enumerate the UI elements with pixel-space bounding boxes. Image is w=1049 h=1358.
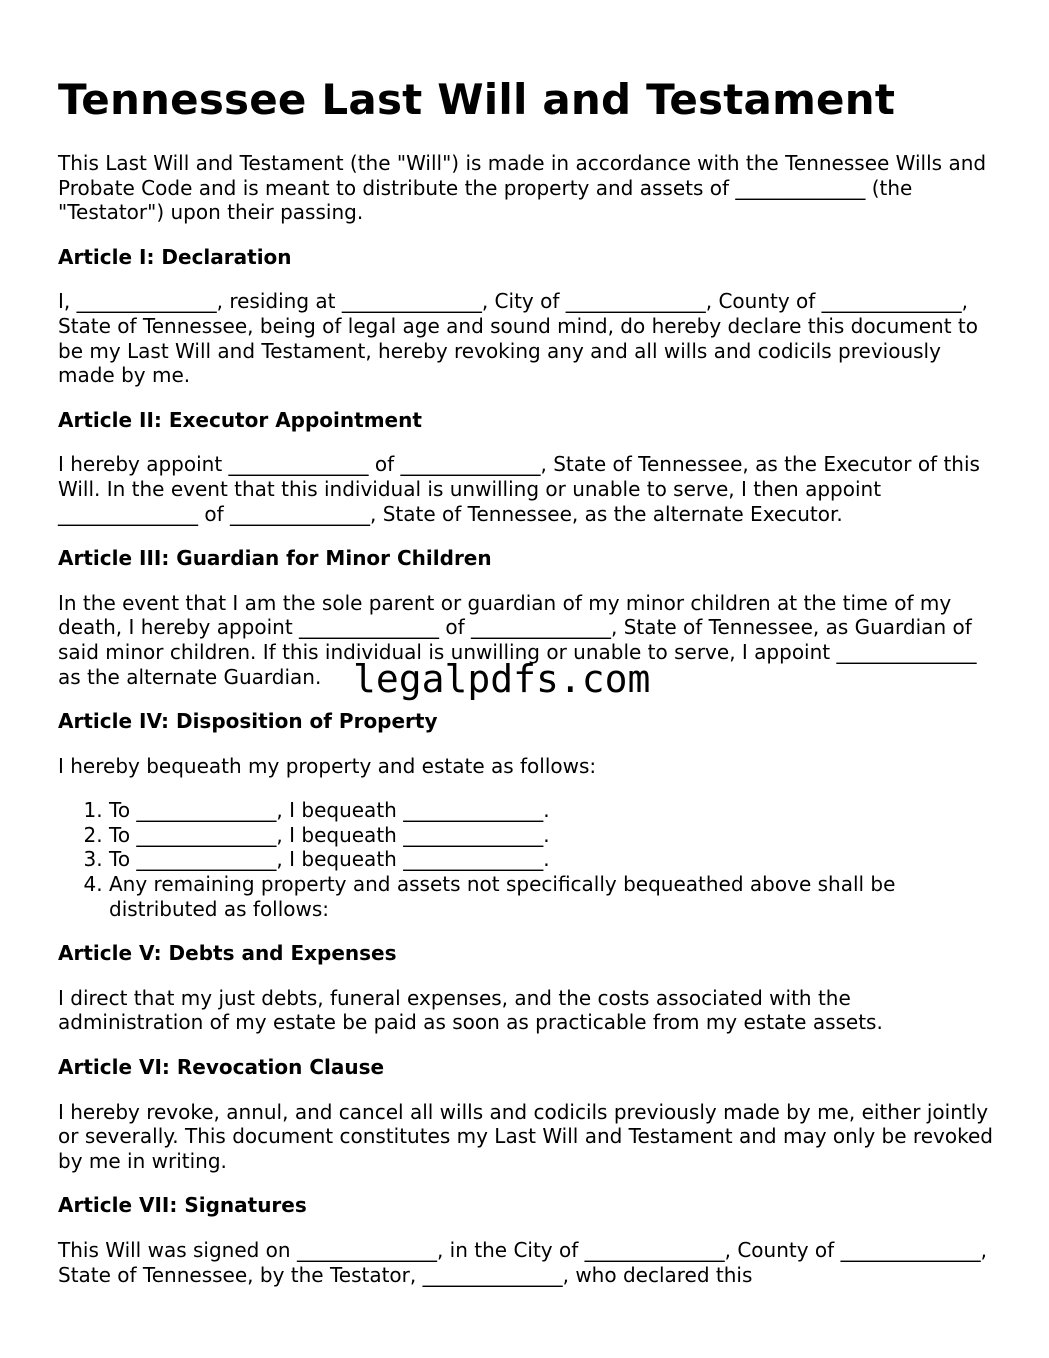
article-body: I, ______________, residing at ______________, City of ______________, County of ______________, State of Tennessee, being of legal age and sound mind, do hereby declare this document to be my Last Will and Testament, hereby revoking any and all wills and codicils previously made by me.	[58, 289, 978, 388]
article-body: I hereby bequeath my property and estate as follows:	[58, 753, 597, 778]
article-1	[58, 245, 998, 388]
article-heading: Article II: Executor Appointment	[58, 407, 422, 432]
article-body: I direct that my just debts, funeral expenses, and the costs associated with the administration of my estate be paid as soon as practicable from my estate assets.	[58, 985, 883, 1035]
article-body: This Will was signed on ______________, in the City of ______________, County of ______________, State of Tennessee, by the Testator, ______________, who declared this	[58, 1238, 987, 1287]
article-4	[58, 709, 998, 921]
article-heading: Article III: Guardian for Minor Children	[58, 546, 492, 571]
article-2	[58, 408, 998, 526]
article-heading: Article V: Debts and Expenses	[58, 941, 397, 966]
document-page	[58, 72, 998, 1287]
article-7	[58, 1193, 998, 1287]
watermark: legalpdfs.com	[353, 657, 651, 701]
article-6	[58, 1055, 998, 1173]
list-item: 3. To ______________, I bequeath ______________.	[109, 847, 998, 872]
list-item: 4. Any remaining property and assets not specifically bequeathed above shall be distributed as follows:	[109, 872, 998, 921]
article-3	[58, 546, 998, 689]
article-heading: Article I: Declaration	[58, 244, 292, 269]
list-item: 1. To ______________, I bequeath ______________.	[109, 798, 998, 823]
intro-paragraph: This Last Will and Testament (the "Will") is made in accordance with the Tennessee Wills and Probate Code and is meant to distribute the property and assets of _____________ (the "Testator") upon their passing.	[58, 151, 987, 225]
article-body: I hereby revoke, annul, and cancel all wills and codicils previously made by me, either jointly or severally. This document constitutes my Last Will and Testament and may only be revoked by me in writing.	[58, 1099, 993, 1173]
article-body: I hereby appoint ______________ of ______________, State of Tennessee, as the Executor of this Will. In the event that this individual is unwilling or unable to serve, I then appoint ______________ of ______________, State of Tennessee, as the alternate Executor.	[58, 452, 980, 526]
list-item: 2. To ______________, I bequeath ______________.	[109, 823, 998, 848]
article-5	[58, 941, 998, 1035]
article-body: In the event that I am the sole parent or guardian of my minor children at the time of my death, I hereby appoint ______________ of ______________, State of Tennessee, as Guardian of said minor children. If this individual is unwilling or unable to serve, I appoint ______________ as the alternate Guardian.	[58, 590, 977, 689]
article-heading: Article VI: Revocation Clause	[58, 1055, 385, 1080]
article-heading: Article VII: Signatures	[58, 1193, 307, 1218]
article-heading: Article IV: Disposition of Property	[58, 709, 438, 734]
document-title: Tennessee Last Will and Testament	[58, 75, 896, 124]
bequest-list	[58, 798, 998, 921]
